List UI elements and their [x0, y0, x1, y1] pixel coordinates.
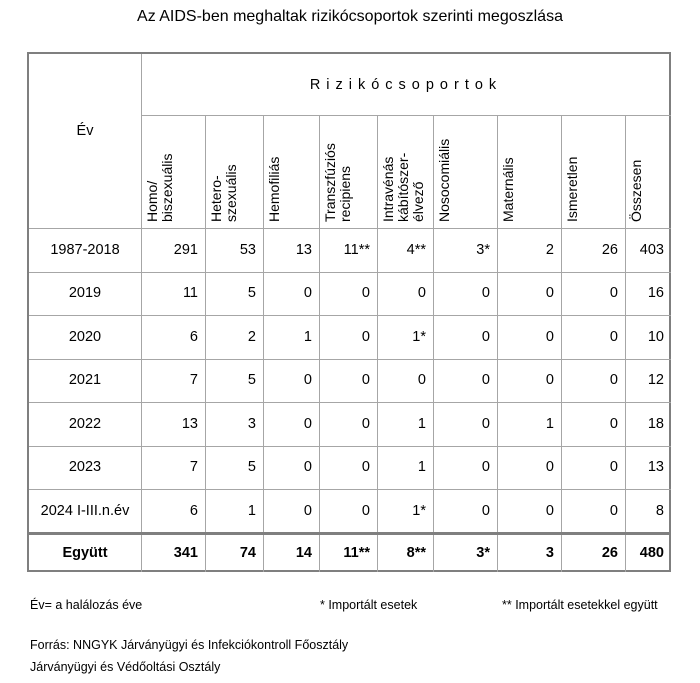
row-value: 0: [361, 285, 370, 302]
row-value: 12: [647, 372, 664, 389]
column-header-6: [433, 116, 497, 228]
total-label: Együtt: [62, 545, 108, 562]
total-value: 3: [545, 545, 554, 562]
column-header-label: Intravénás kábítószer- élvező: [380, 152, 426, 222]
row-value: 4**: [406, 241, 426, 258]
row-value: 0: [609, 459, 618, 476]
row-value: 0: [481, 502, 490, 519]
row-value: 0: [303, 502, 312, 519]
row-value: 1: [545, 415, 554, 432]
imported-note: * Importált esetek: [320, 598, 418, 612]
row-value: 0: [545, 372, 554, 389]
row-value: 6: [189, 328, 198, 345]
column-header-2: [205, 116, 263, 228]
column-header-1: [141, 116, 205, 228]
row-value: 6: [189, 502, 198, 519]
row-value: 0: [609, 372, 618, 389]
row-value: 0: [361, 502, 370, 519]
source-line-2: Járványügyi és Védőoltási Osztály: [30, 660, 221, 674]
aids-deaths-table: [27, 52, 671, 572]
row-value: 3: [247, 415, 256, 432]
row-value: 291: [173, 241, 198, 258]
row-value: 0: [361, 328, 370, 345]
column-header-5: [377, 116, 433, 228]
column-header-8: [561, 116, 625, 228]
year-note: Év= a halálozás éve: [30, 598, 143, 612]
column-header-4: [319, 116, 377, 228]
row-value: 1: [417, 459, 426, 476]
column-header-label: Nosocomiális: [436, 138, 452, 222]
row-value: 1*: [412, 328, 426, 345]
row-year: 2020: [68, 328, 102, 345]
row-value: 18: [647, 415, 664, 432]
row-value: 13: [647, 459, 664, 476]
row-value: 7: [189, 459, 198, 476]
row-value: 0: [303, 372, 312, 389]
column-header-label: Hetero- szexuális: [208, 164, 239, 222]
row-value: 53: [239, 241, 256, 258]
row-year: 2019: [68, 285, 102, 302]
row-value: 10: [647, 328, 664, 345]
row-value: 0: [545, 328, 554, 345]
column-header-label: Ismeretlen: [564, 156, 580, 222]
row-value: 0: [417, 285, 426, 302]
row-value: 11: [182, 285, 198, 302]
row-value: 0: [361, 459, 370, 476]
row-value: 16: [647, 285, 664, 302]
row-value: 0: [481, 285, 490, 302]
row-year: 2024 I-III.n.év: [40, 502, 130, 519]
row-year: 2021: [68, 372, 102, 389]
column-header-label: Transzfúziós recipiens: [322, 143, 353, 222]
row-value: 0: [361, 415, 370, 432]
row-value: 1: [247, 502, 256, 519]
row-value: 0: [361, 372, 370, 389]
row-value: 0: [481, 459, 490, 476]
row-value: 0: [481, 415, 490, 432]
total-value: 74: [239, 545, 256, 562]
row-value: 5: [247, 372, 256, 389]
row-value: 0: [609, 328, 618, 345]
row-value: 0: [303, 459, 312, 476]
column-header-9: [625, 116, 671, 228]
total-value: 341: [173, 545, 198, 562]
column-header-label: Maternális: [500, 157, 516, 222]
row-value: 0: [481, 372, 490, 389]
row-value: 0: [609, 415, 618, 432]
row-value: 1*: [412, 502, 426, 519]
row-value: 0: [609, 502, 618, 519]
total-value: 26: [601, 545, 618, 562]
total-value: 11**: [343, 545, 370, 562]
row-value: 2: [247, 328, 256, 345]
row-value: 0: [303, 285, 312, 302]
row-value: 403: [639, 241, 664, 258]
column-header-label: Homo/ biszexuális: [144, 153, 175, 222]
row-value: 0: [417, 372, 426, 389]
total-value: 480: [639, 545, 664, 562]
source-line-1: Forrás: NNGYK Járványügyi és Infekciókontroll Főosztály: [30, 638, 349, 652]
row-value: 2: [545, 241, 554, 258]
total-value: 3*: [476, 545, 490, 562]
row-value: 0: [545, 459, 554, 476]
row-value: 0: [545, 285, 554, 302]
row-value: 0: [609, 285, 618, 302]
column-header-3: [263, 116, 319, 228]
row-value: 26: [601, 241, 618, 258]
group-header: Rizikócsoportok: [309, 76, 503, 93]
row-value: 8: [655, 502, 664, 519]
row-value: 0: [545, 502, 554, 519]
row-year: 2022: [68, 415, 102, 432]
row-value: 5: [247, 285, 256, 302]
row-value: 1: [417, 415, 426, 432]
row-value: 7: [189, 372, 198, 389]
row-value: 13: [295, 241, 312, 258]
row-value: 11**: [343, 241, 370, 258]
table-title: Az AIDS-ben meghaltak rizikócsoportok szerinti megoszlása: [137, 8, 563, 25]
row-value: 3*: [476, 241, 490, 258]
column-header-label: Hemofiliás: [266, 156, 282, 222]
total-value: 14: [295, 545, 312, 562]
total-value: 8**: [406, 545, 426, 562]
row-value: 0: [481, 328, 490, 345]
row-year: 2023: [68, 459, 102, 476]
column-header-label: Összesen: [628, 159, 644, 222]
row-year: 1987-2018: [50, 241, 120, 258]
column-header-7: [497, 116, 561, 228]
row-value: 5: [247, 459, 256, 476]
row-value: 1: [303, 328, 312, 345]
imported-incl-note: ** Importált esetekkel együtt: [502, 598, 658, 612]
row-value: 13: [181, 415, 198, 432]
year-header: Év: [76, 123, 94, 139]
row-value: 0: [303, 415, 312, 432]
